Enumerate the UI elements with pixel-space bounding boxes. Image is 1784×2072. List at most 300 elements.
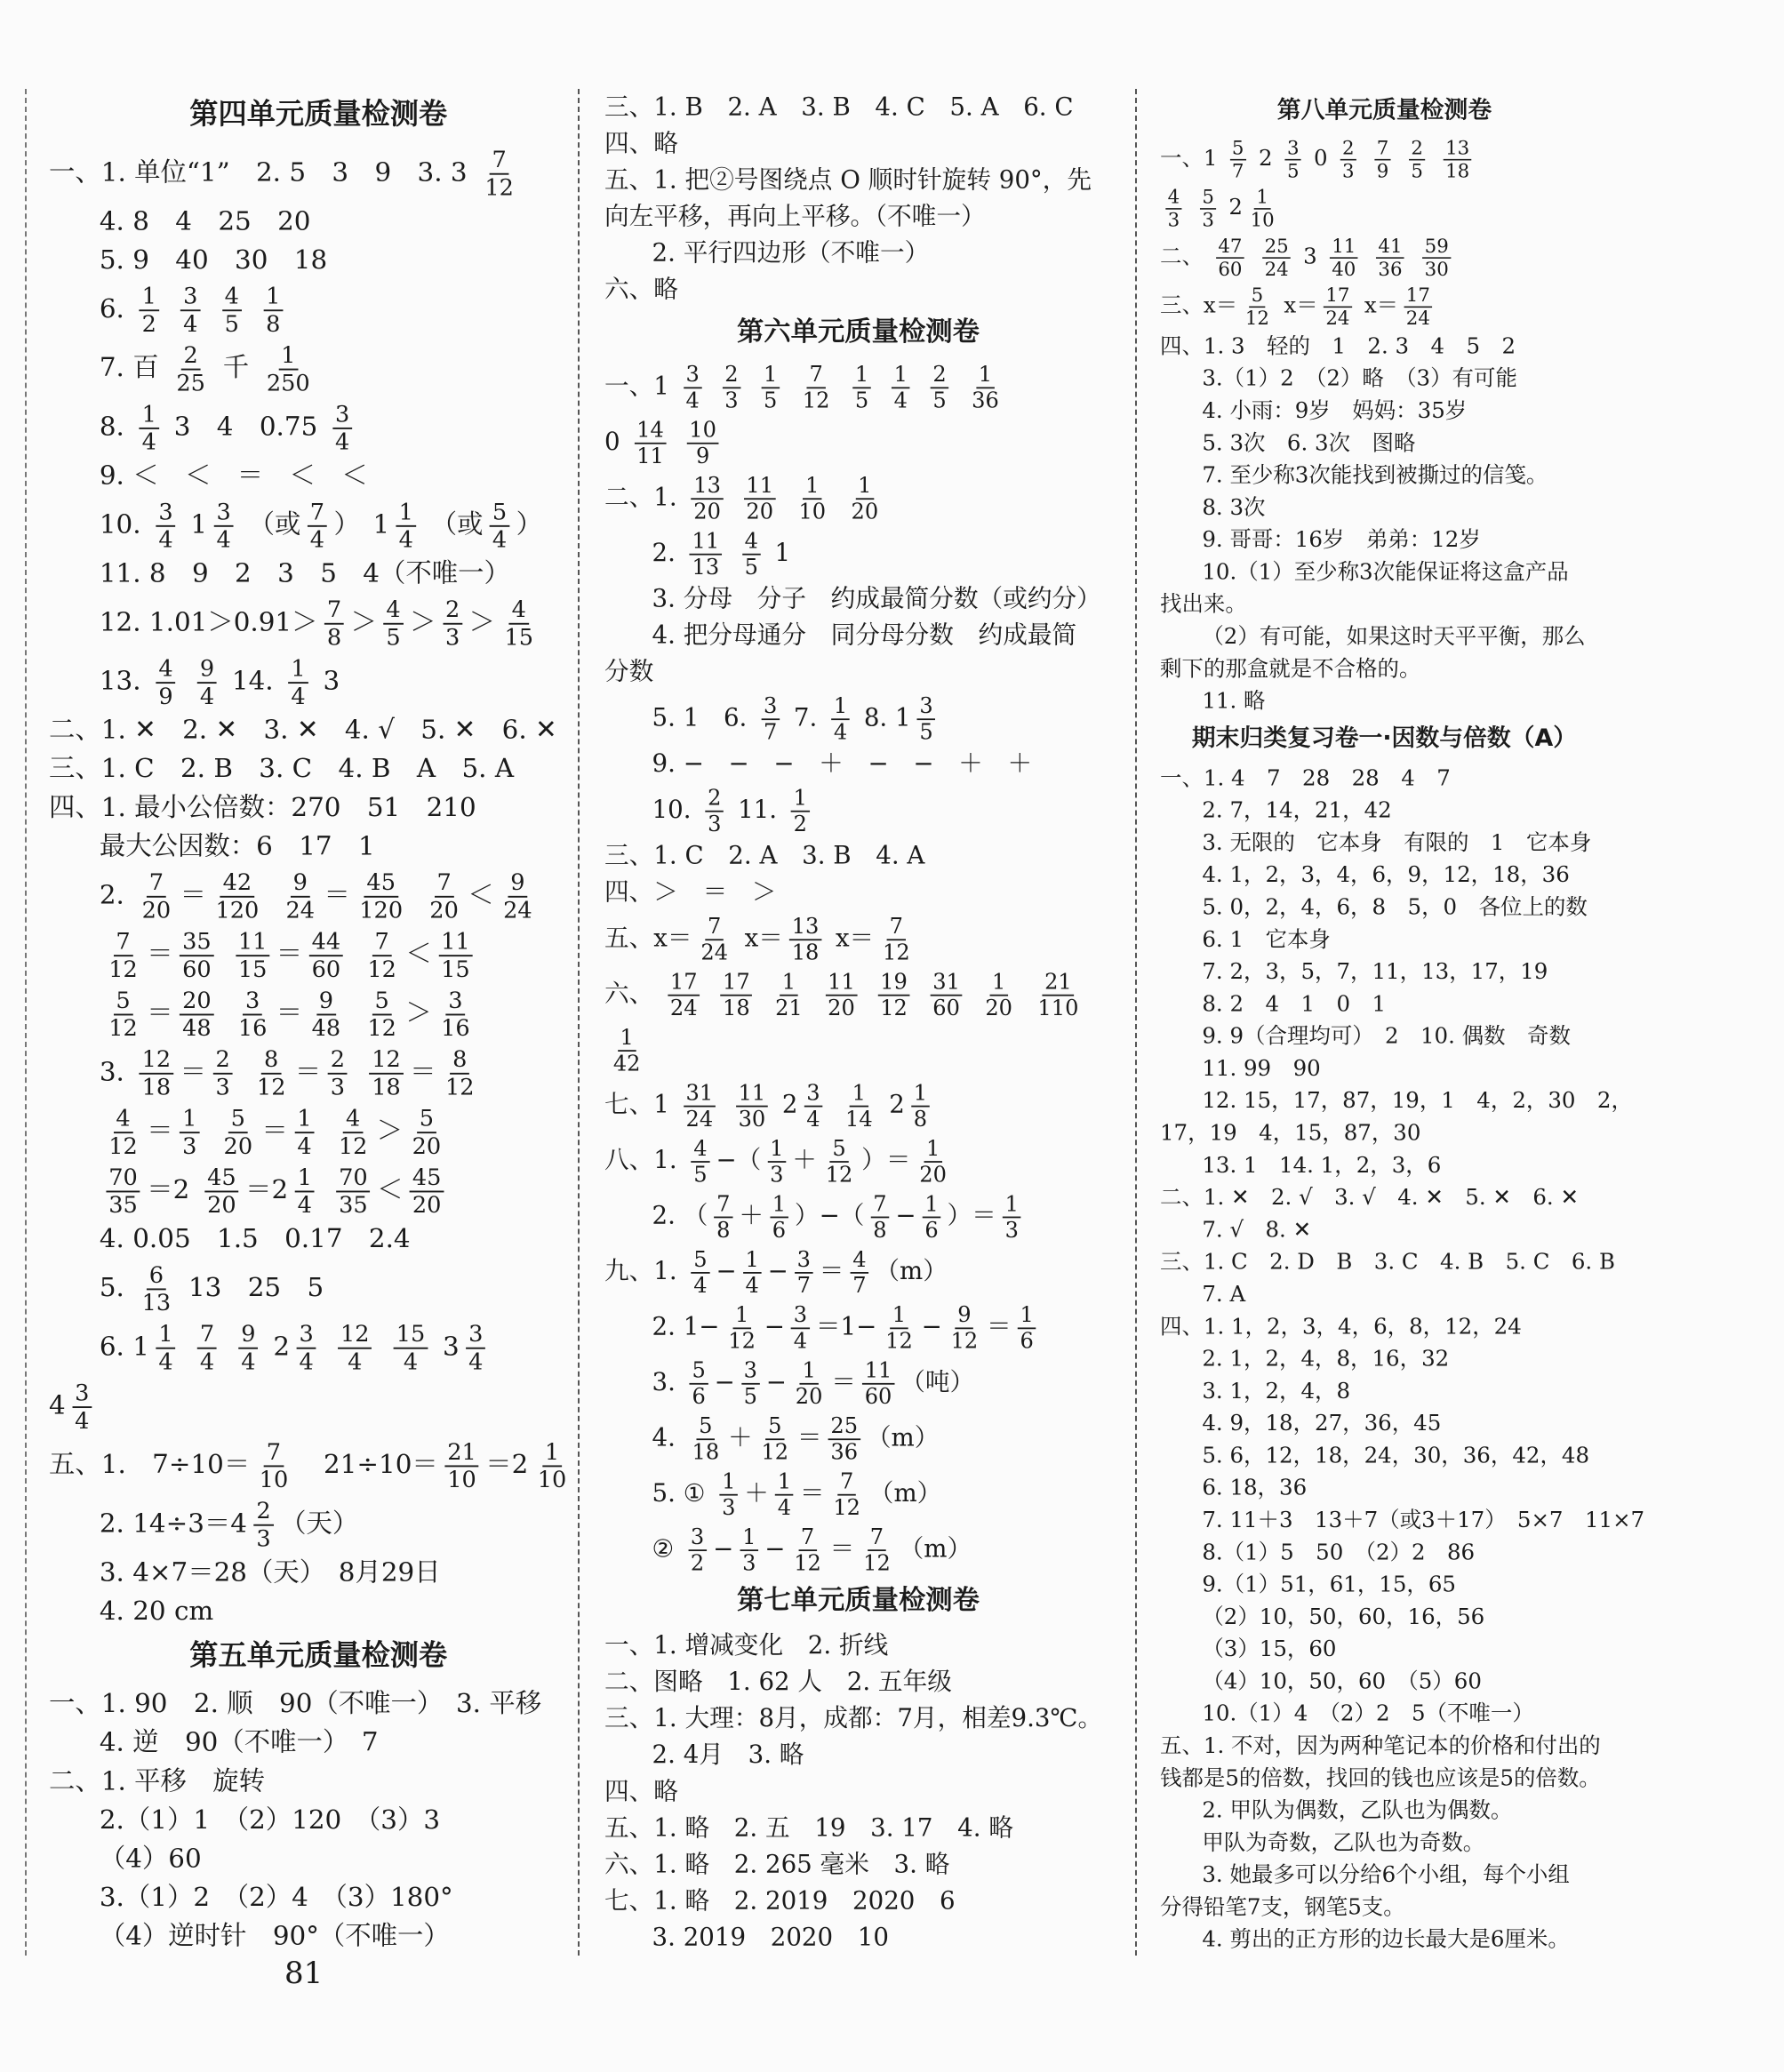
answer-line: 六、1. 略 2. 265 毫米 3. 略 bbox=[604, 1850, 950, 1879]
answer-text: （或 bbox=[248, 508, 301, 540]
fraction bbox=[1340, 137, 1356, 181]
fraction bbox=[72, 1380, 92, 1434]
equals-sign: ＝ bbox=[819, 1257, 844, 1286]
answer-text: 0 bbox=[604, 427, 620, 457]
plus-sign: ＋ bbox=[739, 1201, 764, 1230]
numerator: 7 bbox=[490, 147, 509, 174]
answer-line bbox=[49, 866, 588, 924]
answer-text: 五、1. 7÷10＝ bbox=[49, 1449, 251, 1480]
denominator: 16 bbox=[441, 1014, 470, 1042]
fraction bbox=[328, 1046, 348, 1100]
denominator: 4 bbox=[158, 526, 173, 553]
denominator: 12 bbox=[885, 1328, 913, 1354]
numerator: 2 bbox=[1340, 137, 1356, 160]
numerator: 3 bbox=[741, 1358, 760, 1384]
numerator: 3 bbox=[1285, 137, 1301, 160]
denominator: 24 bbox=[669, 996, 698, 1020]
answer-line: 8. 2 4 1 0 1 bbox=[1202, 991, 1387, 1017]
numerator: 2 bbox=[254, 1498, 274, 1525]
fraction bbox=[684, 362, 702, 412]
denominator: 9 bbox=[695, 444, 710, 468]
fraction bbox=[720, 970, 752, 1020]
numerator: 5 bbox=[417, 1105, 436, 1132]
denominator: 5 bbox=[744, 555, 758, 580]
answer-line bbox=[49, 1258, 588, 1316]
denominator: 12 bbox=[108, 956, 138, 982]
answer-line: 四、1. 最小公倍数：270 51 210 bbox=[49, 792, 476, 823]
denominator: 36 bbox=[1378, 258, 1403, 280]
denominator: 4 bbox=[299, 1348, 314, 1375]
minus-sign: − bbox=[764, 1312, 785, 1341]
fraction bbox=[443, 1046, 476, 1100]
section-title-unit7: 第七单元质量检测卷 bbox=[736, 1584, 980, 1617]
denominator: 15 bbox=[504, 624, 534, 651]
answer-text: 3. bbox=[652, 1367, 676, 1397]
answer-line: 钱都是5的倍数，找回的钱也应该是5的倍数。 bbox=[1160, 1765, 1601, 1791]
denominator: 3 bbox=[256, 1525, 271, 1552]
answer-line: 3.（1）2 （2）4 （3）180° bbox=[99, 1882, 453, 1913]
fraction bbox=[1409, 137, 1425, 181]
greater-than-sign: ＞ bbox=[376, 1116, 404, 1147]
fraction bbox=[140, 1262, 173, 1316]
minus-sign: − bbox=[764, 1534, 786, 1564]
fraction bbox=[221, 1105, 255, 1159]
denominator: 20 bbox=[141, 897, 172, 924]
fraction bbox=[1374, 137, 1390, 181]
answer-line: 四、1. 1，2，3，4，6，8，12，24 bbox=[1160, 1314, 1522, 1340]
denominator: 24 bbox=[503, 897, 532, 924]
answer-text: ＝2 bbox=[245, 1174, 289, 1205]
numerator: 8 bbox=[450, 1046, 469, 1074]
numerator: 3 bbox=[917, 693, 936, 719]
answer-line bbox=[604, 1410, 1112, 1465]
numerator: 3 bbox=[684, 362, 702, 388]
denominator: 3 bbox=[724, 388, 739, 413]
numerator: 1 bbox=[923, 1191, 941, 1217]
denominator: 12 bbox=[367, 956, 396, 982]
numerator: 5 bbox=[1249, 284, 1265, 308]
fraction bbox=[294, 1105, 314, 1159]
fraction bbox=[795, 1247, 813, 1298]
numerator: 25 bbox=[828, 1413, 860, 1439]
numerator: 44 bbox=[309, 928, 343, 956]
fraction bbox=[466, 1321, 485, 1375]
fraction bbox=[878, 970, 910, 1020]
fraction bbox=[197, 1321, 217, 1375]
answer-line bbox=[1160, 281, 1609, 330]
denominator: 4 bbox=[348, 1348, 363, 1375]
numerator: 1 bbox=[294, 1105, 314, 1132]
denominator: 20 bbox=[693, 499, 721, 524]
answer-line bbox=[49, 397, 588, 456]
denominator: 20 bbox=[828, 996, 855, 1020]
numerator: 7 bbox=[871, 1191, 890, 1217]
answer-text: 13 25 5 bbox=[188, 1272, 324, 1303]
answer-text: ② bbox=[652, 1534, 675, 1564]
fraction bbox=[743, 1247, 762, 1298]
fraction bbox=[789, 914, 821, 964]
section-title-unit8: 第八单元质量检测卷 bbox=[1276, 95, 1492, 124]
fraction bbox=[1285, 137, 1301, 181]
fraction bbox=[823, 1136, 855, 1187]
fraction bbox=[688, 1524, 707, 1575]
fraction bbox=[443, 596, 462, 651]
numerator: 2 bbox=[213, 1046, 233, 1074]
denominator: 15 bbox=[441, 956, 470, 982]
answer-line: 5. 0，2，4，6，8 5，0 各位上的数 bbox=[1202, 894, 1588, 920]
answer-line bbox=[49, 279, 588, 338]
left-edge-divider bbox=[25, 89, 27, 1956]
answer-line bbox=[1160, 183, 1609, 232]
fraction bbox=[736, 1081, 768, 1132]
equals-sign: ＝ bbox=[147, 939, 173, 970]
answer-line: 三、1. C 2. A 3. B 4. A bbox=[604, 841, 925, 870]
numerator: 14 bbox=[635, 418, 667, 444]
plus-sign: ＋ bbox=[727, 1423, 753, 1452]
numerator: 47 bbox=[1216, 235, 1244, 258]
denominator: 24 bbox=[700, 940, 729, 965]
numerator: 1 bbox=[780, 970, 798, 996]
answer-line: 分得铅笔7支，钢笔5支。 bbox=[1160, 1894, 1405, 1920]
answer-line bbox=[604, 525, 1112, 580]
fraction bbox=[793, 1358, 825, 1409]
denominator: 24 bbox=[285, 897, 316, 924]
fraction bbox=[140, 869, 173, 924]
section-title-unit5: 第五单元质量检测卷 bbox=[189, 1638, 448, 1673]
denominator: 20 bbox=[223, 1132, 253, 1159]
numerator: 1 bbox=[278, 342, 298, 370]
denominator: 35 bbox=[339, 1191, 368, 1219]
answer-line: 3. 1，2，4，8 bbox=[1202, 1378, 1351, 1404]
fraction bbox=[174, 342, 208, 396]
denominator: 5 bbox=[1286, 160, 1300, 182]
denominator: 3 bbox=[742, 1550, 756, 1576]
fraction bbox=[871, 1191, 890, 1242]
fraction bbox=[983, 970, 1015, 1020]
answer-text: 2. bbox=[99, 879, 124, 910]
numerator: 1 bbox=[850, 1081, 868, 1107]
fraction bbox=[1324, 284, 1352, 329]
fraction bbox=[502, 596, 536, 651]
answer-line: 9.（1）51，61，15，65 bbox=[1202, 1572, 1456, 1597]
answer-line: （4）10，50，60 （5）60 bbox=[1202, 1668, 1482, 1694]
numerator: 3 bbox=[795, 1247, 813, 1273]
numerator: 1 bbox=[852, 362, 871, 388]
answer-text: 2 bbox=[1258, 145, 1273, 172]
answer-line bbox=[49, 1494, 588, 1553]
answer-line bbox=[49, 495, 588, 554]
answer-line: （2）有可能，如果这时天平平衡，那么 bbox=[1202, 623, 1586, 650]
answer-line: 找出来。 bbox=[1160, 591, 1247, 618]
fraction bbox=[309, 988, 343, 1042]
numerator: 1 bbox=[732, 1302, 751, 1328]
equals-sign: ＝ bbox=[276, 997, 303, 1028]
answer-line: 2. 4月 3. 略 bbox=[652, 1740, 804, 1770]
denominator: 10 bbox=[798, 499, 827, 524]
numerator: 4 bbox=[742, 529, 761, 555]
fraction bbox=[106, 1105, 140, 1159]
numerator: 5 bbox=[765, 1413, 784, 1439]
denominator: 14 bbox=[845, 1107, 873, 1132]
denominator: 6 bbox=[772, 1217, 787, 1243]
answer-line: 4. 1，2，3，4，6，9，12，18，36 bbox=[1202, 862, 1570, 888]
numerator: 1 bbox=[542, 1439, 562, 1467]
numerator: 5 bbox=[228, 1105, 248, 1132]
answer-line bbox=[604, 782, 1112, 837]
denominator: 4 bbox=[297, 1191, 312, 1219]
paren: ） bbox=[794, 1201, 820, 1230]
numerator: 1 bbox=[719, 1469, 738, 1495]
fraction bbox=[740, 1524, 758, 1575]
numerator: 17 bbox=[1404, 284, 1432, 308]
denominator: 20 bbox=[412, 1132, 442, 1159]
fraction bbox=[156, 499, 176, 553]
answer-line: 3. 4×7＝28（天） 8月29日 bbox=[99, 1556, 441, 1588]
answer-line: 5. 6，12，18，24，30，36，42，48 bbox=[1202, 1443, 1590, 1468]
numerator: 1 bbox=[263, 283, 283, 310]
denominator: 4 bbox=[403, 1348, 419, 1375]
fraction bbox=[705, 786, 724, 836]
answer-text: x＝ bbox=[1284, 292, 1318, 318]
numerator: 5 bbox=[490, 499, 509, 526]
denominator: 12 bbox=[950, 1328, 979, 1354]
answer-line: 7. A bbox=[1202, 1281, 1246, 1308]
answer-line bbox=[604, 469, 1112, 524]
fraction bbox=[254, 1498, 274, 1552]
answer-line: 5. 9 40 30 18 bbox=[99, 244, 328, 276]
equals-sign: ＝ bbox=[294, 1056, 322, 1087]
numerator: 7 bbox=[324, 596, 344, 624]
answer-line: （3）15，60 bbox=[1202, 1636, 1337, 1662]
answer-text: 10. bbox=[99, 508, 141, 540]
answer-text: 3 4 0.75 bbox=[173, 411, 318, 443]
fraction bbox=[410, 1164, 444, 1219]
numerator: 4 bbox=[384, 596, 404, 624]
answer-line: 4. 把分母通分 同分母分数 约成最简 bbox=[652, 620, 1077, 650]
answer-line bbox=[49, 924, 588, 983]
denominator: 12 bbox=[338, 1132, 368, 1159]
numerator: 1 bbox=[800, 1358, 819, 1384]
denominator: 110 bbox=[1037, 996, 1079, 1020]
numerator: 1 bbox=[1254, 186, 1270, 209]
denominator: 10 bbox=[259, 1466, 289, 1493]
fraction bbox=[699, 914, 731, 964]
equals-sign: ＝ bbox=[261, 1116, 288, 1147]
equals-sign: ＝ bbox=[180, 879, 207, 910]
numerator: 1 bbox=[856, 473, 875, 499]
numerator: 7 bbox=[435, 869, 454, 897]
answer-line bbox=[604, 1466, 1112, 1521]
denominator: 25 bbox=[176, 370, 205, 396]
fraction bbox=[791, 786, 810, 836]
denominator: 4 bbox=[75, 1407, 90, 1434]
fraction bbox=[828, 1413, 860, 1464]
fraction bbox=[324, 596, 344, 651]
fraction bbox=[690, 1413, 722, 1464]
fraction bbox=[106, 1164, 140, 1219]
answer-line: 四、＞ ＝ ＞ bbox=[604, 877, 777, 907]
numerator: 5 bbox=[114, 988, 133, 1015]
fraction bbox=[214, 499, 234, 553]
fraction bbox=[1243, 284, 1271, 329]
numerator: 5 bbox=[1200, 186, 1216, 209]
answer-line: 二、1. ✕ 2. ✕ 3. ✕ 4. √ 5. ✕ 6. ✕ bbox=[49, 715, 557, 746]
numerator: 17 bbox=[720, 970, 752, 996]
numerator: 1 bbox=[289, 655, 308, 683]
numerator: 1 bbox=[775, 1469, 794, 1495]
paren: ） bbox=[947, 1201, 972, 1230]
denominator: 12 bbox=[484, 174, 514, 201]
answer-text: 14. bbox=[231, 666, 274, 697]
numerator: 11 bbox=[736, 1081, 768, 1107]
answer-line: 4. 小雨：9岁 妈妈：35岁 bbox=[1202, 397, 1468, 424]
numerator: 2 bbox=[1409, 137, 1425, 160]
fraction bbox=[264, 342, 313, 396]
numerator: 12 bbox=[338, 1321, 372, 1348]
denominator: 20 bbox=[746, 499, 774, 524]
paren: （ bbox=[736, 1146, 762, 1175]
equals-sign: ＝ bbox=[147, 1116, 173, 1147]
fraction bbox=[883, 1302, 915, 1353]
numerator: 7 bbox=[714, 1191, 732, 1217]
numerator: 5 bbox=[696, 1413, 715, 1439]
denominator: 250 bbox=[266, 370, 310, 396]
fraction bbox=[1018, 1302, 1036, 1353]
denominator: 4 bbox=[309, 526, 325, 553]
answer-text: 4. bbox=[652, 1423, 676, 1452]
numerator: 2 bbox=[705, 786, 724, 812]
fraction bbox=[257, 1439, 291, 1493]
numerator: 1 bbox=[924, 1136, 942, 1162]
less-than-sign: ＜ bbox=[377, 1174, 404, 1205]
equals-sign: ＝ bbox=[276, 939, 303, 970]
answer-text: 2 bbox=[1228, 195, 1243, 220]
fraction bbox=[284, 869, 317, 924]
fraction bbox=[106, 988, 140, 1042]
answer-line: 三、1. 大理：8月，成都：7月，相差9.3℃。 bbox=[604, 1704, 1103, 1733]
fraction bbox=[843, 1081, 875, 1132]
denominator: 4 bbox=[291, 683, 306, 709]
answer-text: 3 bbox=[443, 1331, 460, 1362]
fraction bbox=[106, 928, 140, 982]
denominator: 5 bbox=[693, 1162, 708, 1188]
answer-line bbox=[1160, 232, 1609, 281]
fraction bbox=[860, 1524, 892, 1575]
answer-text: （天） bbox=[280, 1508, 359, 1539]
minus-sign: − bbox=[819, 1201, 840, 1230]
denominator: 24 bbox=[685, 1107, 714, 1132]
answer-line bbox=[604, 1244, 1112, 1299]
denominator: 18 bbox=[372, 1074, 401, 1100]
numerator: 21 bbox=[1042, 970, 1074, 996]
answer-text: 一、1. 单位“1” 2. 5 3 9 3. 3 bbox=[49, 156, 468, 188]
numerator: 1 bbox=[396, 499, 416, 526]
fraction bbox=[719, 1469, 738, 1520]
fraction bbox=[180, 283, 200, 337]
denominator: 21 bbox=[775, 996, 803, 1020]
answer-line bbox=[49, 593, 588, 652]
section-title-unit4: 第四单元质量检测卷 bbox=[189, 97, 448, 132]
numerator: 11 bbox=[690, 529, 722, 555]
fraction bbox=[911, 1081, 930, 1132]
answer-line: 最大公因数：6 17 1 bbox=[99, 830, 375, 861]
greater-than-sign: ＞ bbox=[405, 997, 432, 1028]
answer-line bbox=[604, 1355, 1112, 1410]
denominator: 7 bbox=[796, 1273, 811, 1299]
fraction bbox=[668, 970, 700, 1020]
denominator: 5 bbox=[919, 719, 933, 745]
answer-text: 2. 14÷3＝4 bbox=[99, 1508, 247, 1539]
numerator: 3 bbox=[466, 1321, 485, 1348]
plus-sign: ＋ bbox=[744, 1478, 769, 1508]
fraction bbox=[254, 1046, 288, 1100]
answer-text: （m） bbox=[875, 1257, 948, 1286]
answer-text: 二、1. bbox=[604, 483, 677, 512]
answer-text: 七、1 bbox=[604, 1090, 669, 1119]
denominator: 12 bbox=[833, 1495, 860, 1520]
denominator: 120 bbox=[359, 897, 404, 924]
denominator: 15 bbox=[237, 956, 268, 982]
answer-text: （或 bbox=[430, 508, 484, 540]
fraction bbox=[1230, 137, 1246, 181]
numerator: 11 bbox=[438, 928, 472, 956]
section-title-final-review: 期末归类复习卷一·因数与倍数（A） bbox=[1191, 724, 1578, 753]
answer-line bbox=[604, 1521, 1112, 1576]
denominator: 18 bbox=[1445, 160, 1470, 182]
answer-text: 八、1. bbox=[604, 1146, 677, 1175]
fraction bbox=[792, 1524, 824, 1575]
equals-sign: ＝ bbox=[324, 879, 350, 910]
paren: （ bbox=[683, 1201, 708, 1230]
fraction bbox=[365, 988, 399, 1042]
fraction bbox=[1444, 137, 1472, 181]
numerator: 1 bbox=[140, 283, 159, 310]
numerator: 3 bbox=[332, 401, 352, 428]
denominator: 20 bbox=[412, 1191, 442, 1219]
answer-line bbox=[49, 1101, 588, 1160]
answer-line: 2. 7，14，21，42 bbox=[1202, 797, 1392, 823]
fraction bbox=[796, 473, 828, 524]
answer-line: 四、略 bbox=[604, 129, 678, 158]
numerator: 11 bbox=[744, 473, 776, 499]
denominator: 2 bbox=[793, 812, 808, 836]
fraction bbox=[1422, 235, 1451, 279]
answer-text: x＝ bbox=[744, 924, 783, 953]
answer-line: 向左平移，再向上平移。（不唯一） bbox=[604, 202, 986, 231]
numerator: 4 bbox=[343, 1105, 363, 1132]
denominator: 3 bbox=[1167, 209, 1180, 231]
column-2 bbox=[604, 89, 1112, 1956]
denominator: 30 bbox=[738, 1107, 766, 1132]
minus-sign: − bbox=[714, 1367, 735, 1397]
numerator: 3 bbox=[445, 988, 465, 1015]
fraction bbox=[356, 869, 405, 924]
numerator: 3 bbox=[297, 1321, 316, 1348]
fraction bbox=[744, 473, 776, 524]
numerator: 3 bbox=[214, 499, 234, 526]
fraction bbox=[394, 1321, 428, 1375]
answer-text: ） bbox=[516, 508, 542, 540]
fraction bbox=[336, 1164, 370, 1219]
fraction bbox=[365, 928, 399, 982]
answer-line: 12. 15，17，87，19，1 4，2，30 2， bbox=[1202, 1088, 1633, 1114]
numerator: 2 bbox=[181, 342, 201, 370]
answer-text: 2 bbox=[273, 1331, 291, 1362]
paren: （ bbox=[839, 1201, 865, 1230]
fraction bbox=[308, 499, 327, 553]
numerator: 2 bbox=[443, 596, 462, 624]
fraction bbox=[851, 1247, 869, 1298]
